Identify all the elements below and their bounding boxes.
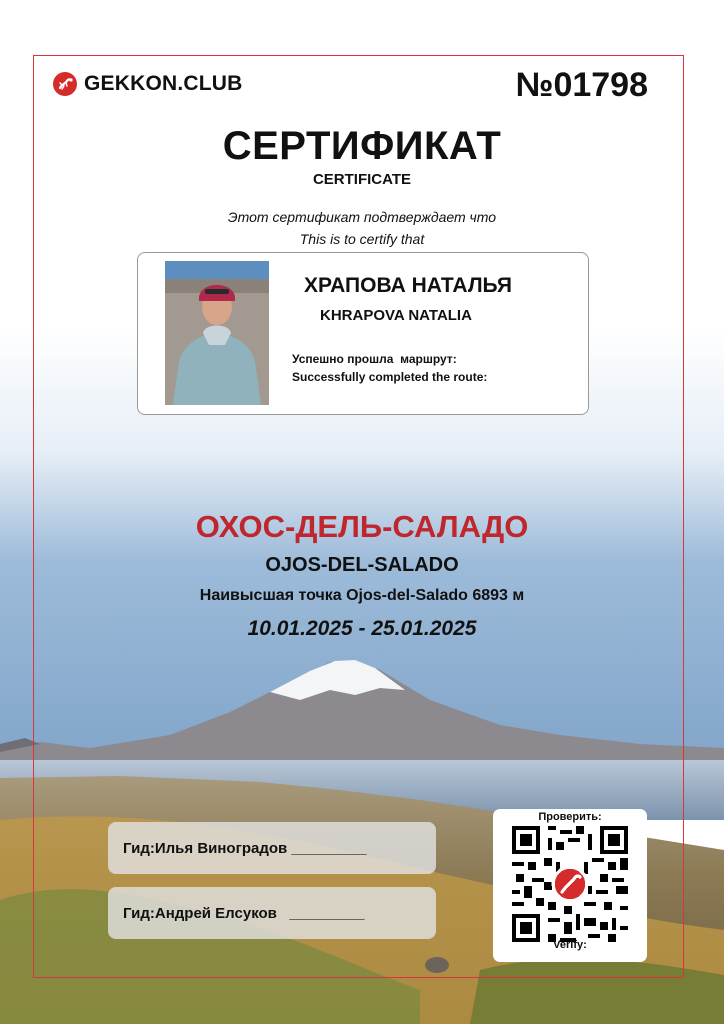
- verify-label-ru: Проверить:: [538, 811, 602, 823]
- participant-card: [137, 252, 589, 415]
- route-name-en: OJOS-DEL-SALADO: [265, 554, 459, 576]
- logo: [53, 72, 243, 96]
- verify-label-en: Verify:: [553, 939, 587, 951]
- verify-qr-box[interactable]: [493, 809, 647, 962]
- participant-name-ru: ХРАПОВА НАТАЛЬЯ: [304, 274, 512, 297]
- certify-text-en: This is to certify that: [299, 231, 425, 247]
- certificate-title-en: CERTIFICATE: [312, 171, 412, 188]
- gecko-logo-icon: [53, 72, 77, 96]
- route-completed-en: Successfully completed the route:: [292, 370, 488, 384]
- guide-signature-2: [108, 887, 436, 939]
- guide-label: Гид:Илья Виноградов _________: [123, 839, 367, 857]
- peak-info: Наивысшая точка Ojos-del-Salado 6893 м: [199, 587, 525, 604]
- certify-text-ru: Этот сертификат подтверждает что: [227, 209, 497, 225]
- guide-label: Гид:Андрей Елсуков _________: [123, 904, 365, 922]
- logo-text: GEKKON.CLUB: [84, 72, 243, 95]
- qr-code-icon[interactable]: [511, 826, 629, 942]
- route-dates: 10.01.2025 - 25.01.2025: [247, 617, 477, 640]
- route-completed-ru: Успешно прошла маршрут:: [292, 352, 457, 366]
- route-name-ru: ОХОС-ДЕЛЬ-САЛАДО: [195, 509, 529, 544]
- certificate-number: №01798: [515, 66, 648, 104]
- guide-signature-1: [108, 822, 436, 874]
- certificate-title-ru: СЕРТИФИКАТ: [222, 124, 502, 168]
- participant-photo: [165, 261, 269, 405]
- participant-name-en: KHRAPOVA NATALIA: [320, 307, 472, 324]
